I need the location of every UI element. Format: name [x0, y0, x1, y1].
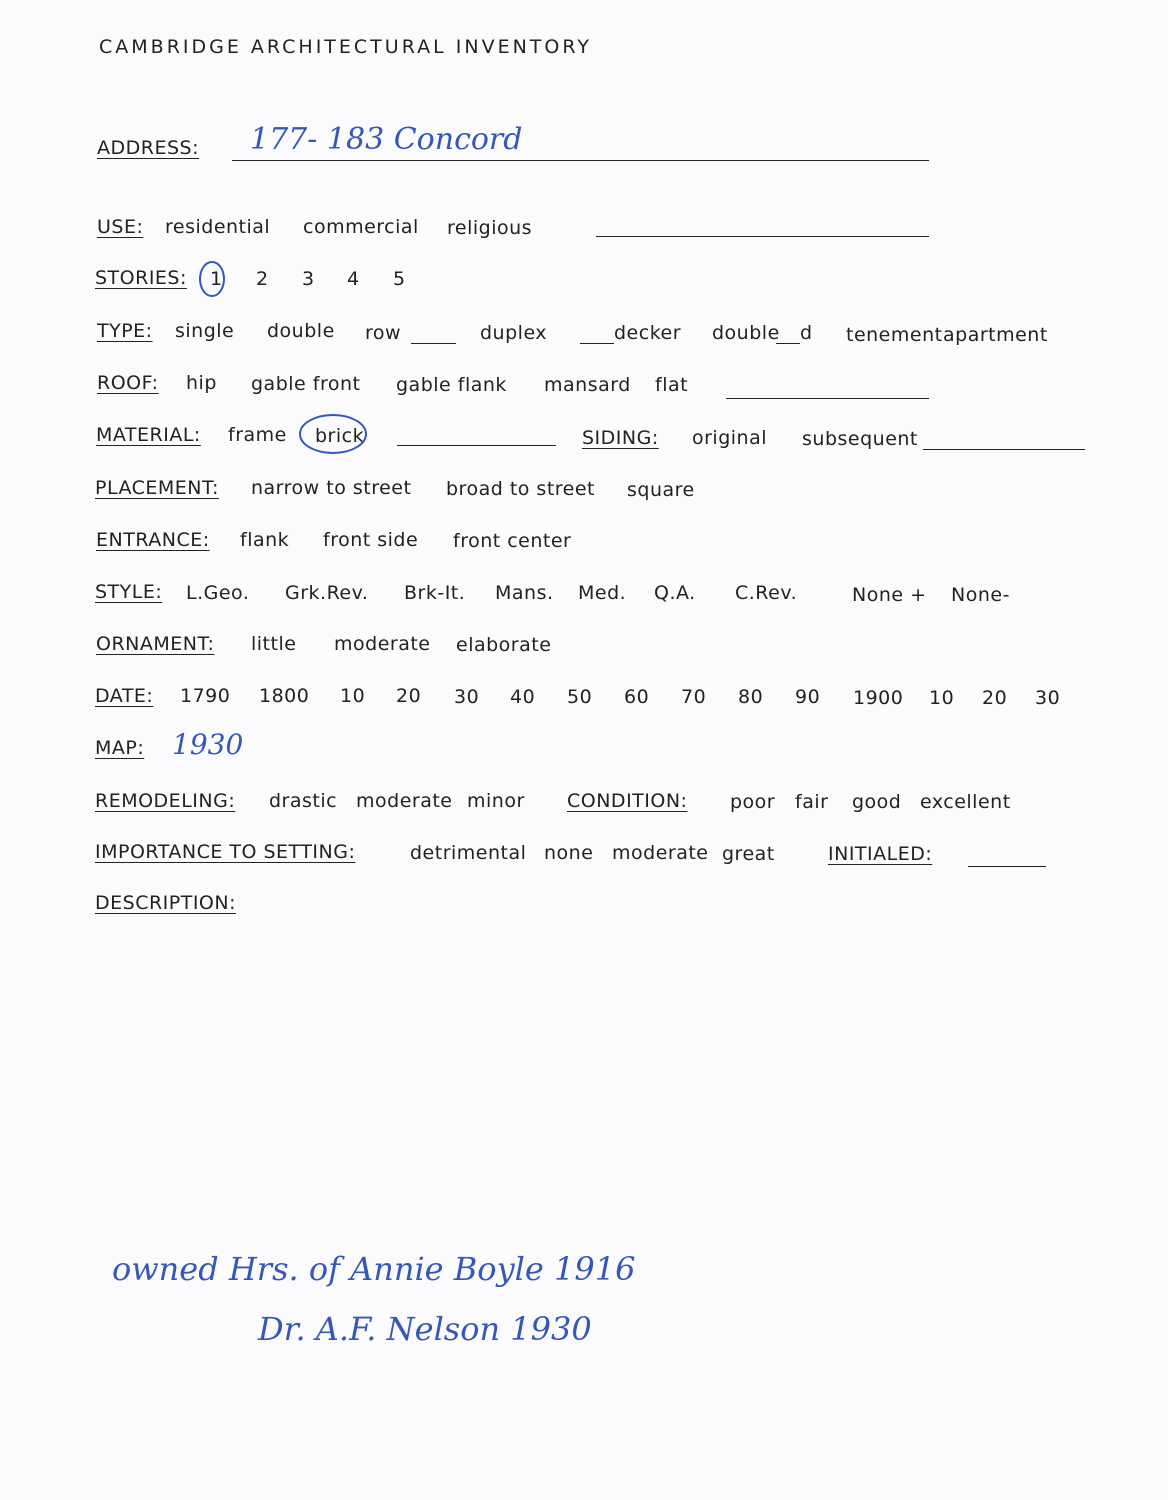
placement-option-broad: broad to street	[446, 478, 596, 500]
date-option-1920: 20	[982, 687, 1008, 709]
roof-option-mansard: mansard	[544, 374, 631, 396]
date-option-1820: 20	[396, 685, 422, 707]
material-option-brick: brick	[315, 425, 365, 447]
type-option-decker: decker	[614, 322, 682, 344]
date-option-1870: 70	[681, 686, 707, 708]
address-handwritten: 177- 183 Concord	[250, 122, 523, 157]
handwritten-note-line2: Dr. A.F. Nelson 1930	[258, 1310, 592, 1348]
roof-option-gable-flank: gable flank	[396, 374, 507, 396]
date-option-1910: 10	[929, 687, 955, 709]
roof-option-flat: flat	[655, 374, 689, 396]
use-option-religious: religious	[447, 217, 533, 239]
material-selection-circle	[298, 412, 372, 458]
importance-option-detrimental: detrimental	[410, 842, 527, 864]
placement-label: PLACEMENT:	[95, 477, 219, 499]
type-option-tenement: tenement	[846, 324, 943, 346]
date-option-1930: 30	[1035, 687, 1061, 709]
placement-option-square: square	[627, 479, 695, 501]
condition-label: CONDITION:	[567, 790, 688, 812]
date-label: DATE:	[95, 685, 154, 707]
date-option-1850: 50	[567, 686, 593, 708]
date-option-1860: 60	[624, 686, 650, 708]
siding-option-subsequent: subsequent	[802, 428, 918, 450]
address-label: ADDRESS:	[97, 137, 199, 159]
stories-option-1: 1	[210, 268, 223, 290]
style-option-med: Med.	[578, 582, 627, 604]
roof-option-gable-front: gable front	[251, 373, 361, 395]
initialed-label: INITIALED:	[828, 843, 933, 865]
type-option-apartment: apartment	[943, 324, 1048, 346]
entrance-label: ENTRANCE:	[96, 529, 210, 551]
initialed-line	[968, 866, 1046, 867]
style-option-crev: C.Rev.	[735, 582, 798, 604]
type-option-d: d	[800, 322, 813, 344]
remodeling-option-moderate: moderate	[356, 790, 453, 812]
date-option-1890: 90	[795, 686, 821, 708]
siding-label: SIDING:	[582, 427, 659, 449]
handwritten-note-line1: owned Hrs. of Annie Boyle 1916	[112, 1250, 636, 1288]
type-option-duplex: duplex	[480, 322, 548, 344]
stories-option-2: 2	[256, 268, 269, 290]
style-option-brkit: Brk-It.	[404, 582, 466, 604]
ornament-option-moderate: moderate	[334, 633, 431, 655]
remodeling-option-drastic: drastic	[269, 790, 338, 812]
roof-option-hip: hip	[186, 372, 217, 394]
stories-option-5: 5	[393, 268, 406, 290]
description-label: DESCRIPTION:	[95, 892, 237, 914]
style-option-none-minus: None-	[951, 584, 1010, 606]
date-option-1900: 1900	[853, 687, 904, 709]
condition-option-excellent: excellent	[920, 791, 1011, 813]
importance-label: IMPORTANCE TO SETTING:	[95, 841, 356, 863]
use-option-residential: residential	[165, 216, 271, 238]
stories-selection-circle	[196, 259, 230, 299]
style-option-qa: Q.A.	[654, 582, 696, 604]
entrance-option-front-side: front side	[323, 529, 419, 551]
type-row-blank	[411, 343, 456, 344]
date-option-1880: 80	[738, 686, 764, 708]
style-option-none-plus: None +	[852, 584, 927, 606]
type-option-single: single	[175, 320, 235, 342]
condition-option-poor: poor	[730, 791, 776, 813]
remodeling-label: REMODELING:	[95, 790, 236, 812]
date-option-1810: 10	[340, 685, 366, 707]
ornament-option-little: little	[251, 633, 297, 655]
type-option-row: row	[365, 322, 402, 344]
type-option-double-decker: double	[712, 322, 780, 344]
importance-option-moderate: moderate	[612, 842, 709, 864]
use-other-line	[596, 236, 929, 237]
date-option-1800: 1800	[259, 685, 310, 707]
entrance-option-front-center: front center	[453, 530, 572, 552]
material-label: MATERIAL:	[96, 424, 201, 446]
style-option-lgeo: L.Geo.	[186, 582, 250, 604]
material-other-line	[397, 445, 556, 446]
stories-label: STORIES:	[95, 267, 187, 289]
placement-option-narrow: narrow to street	[251, 477, 412, 499]
importance-option-great: great	[722, 843, 775, 865]
condition-option-fair: fair	[795, 791, 829, 813]
roof-label: ROOF:	[97, 372, 159, 394]
type-decker-blank	[580, 343, 614, 344]
map-label: MAP:	[95, 737, 145, 759]
type-option-double: double	[267, 320, 335, 342]
siding-other-line	[923, 449, 1085, 450]
date-option-1790: 1790	[180, 685, 231, 707]
stories-option-4: 4	[347, 268, 360, 290]
style-label: STYLE:	[95, 581, 163, 603]
style-option-grkrev: Grk.Rev.	[285, 582, 369, 604]
material-option-frame: frame	[228, 424, 287, 446]
remodeling-option-minor: minor	[467, 790, 525, 812]
type-double-d-blank	[776, 343, 800, 344]
roof-other-line	[726, 398, 929, 399]
date-option-1840: 40	[510, 686, 536, 708]
condition-option-good: good	[852, 791, 902, 813]
style-option-mans: Mans.	[495, 582, 554, 604]
importance-option-none: none	[544, 842, 594, 864]
date-option-1830: 30	[454, 686, 480, 708]
use-label: USE:	[97, 216, 144, 238]
ornament-option-elaborate: elaborate	[456, 634, 552, 656]
stories-option-3: 3	[302, 268, 315, 290]
type-label: TYPE:	[97, 320, 153, 342]
ornament-label: ORNAMENT:	[96, 633, 215, 655]
address-line	[232, 160, 929, 161]
map-handwritten: 1930	[172, 728, 244, 761]
entrance-option-flank: flank	[240, 529, 290, 551]
siding-option-original: original	[692, 427, 768, 449]
form-title: CAMBRIDGE ARCHITECTURAL INVENTORY	[99, 36, 592, 58]
use-option-commercial: commercial	[303, 216, 419, 238]
